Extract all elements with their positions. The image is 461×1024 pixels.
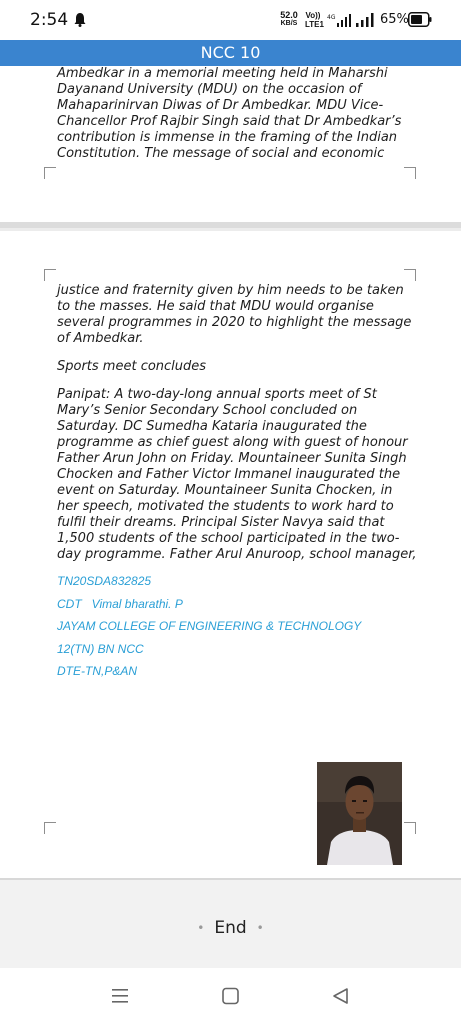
page-separator-shadow [0,228,461,231]
crop-mark [404,822,416,834]
page1-line: Dayanand University (MDU) on the occasion of [57,82,362,97]
page2-paragraph: justice and fraternity given by him needs to be taken to the masses. He said that MDU would organise several programmes in 2020 to highlight the message of Ambedkar. [57,283,412,346]
svg-text:4G: 4G [327,14,336,21]
crop-mark [44,167,56,179]
page2-paragraph: Panipat: A two-day-long annual sports meet of St Mary’s Senior Secondary School concluded on Saturday. DC Sumedha Kataria inaugurated the programme as chief guest along with guest of honour Father Arun John on Friday. Mountaineer Sunita Singh Chocken and Father Victor Immanel inaugurated the event on Saturday. Mountaineer Sunita Chocken, in her speech, motivated the students to work hard to fulfil their dreams. Principal Sister Navya said that 1,500 students of the school participated in the two-day programme. Father Arul Anuroop, school manager, [57,387,417,562]
bell-icon [74,12,86,27]
status-bar [0,0,461,40]
signature-name: CDT Vimal bharathi. P [57,597,183,611]
menu-lines-icon[interactable] [110,986,132,1006]
page1-line: Ambedkar in a memorial meeting held in Maharshi [57,66,388,81]
network-speed [278,11,300,28]
signature-reg-no: TN20SDA832825 [57,574,152,588]
crop-mark [44,822,56,834]
signature-unit: 12(TN) BN NCC [57,642,144,656]
page1-line: Constitution. The message of social and economic [57,146,385,161]
signature-directorate: DTE-TN,P&AN [57,664,138,678]
network-speed-value: 52.0 [280,10,298,20]
end-marker [0,918,461,938]
page1-line: Mahaparinirvan Diwas of Dr Ambedkar. MDU Vice- [57,98,384,113]
volte-bottom: LTE1 [305,20,324,29]
signal-icon [327,13,351,27]
crop-mark [404,167,416,179]
home-square-icon[interactable] [220,986,242,1006]
signature-college: JAYAM COLLEGE OF ENGINEERING & TECHNOLOGY [57,619,362,633]
app-title-bar [0,40,461,66]
volte-indicator [305,11,324,29]
system-nav-bar [0,968,461,1024]
volte-top: Vo)) [305,11,321,20]
network-speed-unit: KB/S [280,20,298,27]
battery-percent: 65% [380,12,409,27]
battery-icon [408,12,432,27]
crop-mark [44,269,56,281]
app-title: NCC 10 [200,43,261,62]
dot-icon: • [197,921,205,935]
end-label: End [214,918,247,938]
crop-mark [404,269,416,281]
back-triangle-icon[interactable] [330,986,352,1006]
dot-icon: • [256,921,264,935]
end-of-document [0,878,461,968]
document-viewer[interactable] [0,66,461,878]
signal-icon-2 [356,13,376,27]
page1-text [57,66,417,162]
page1-line: contribution is immense in the framing of the Indian [57,130,398,145]
cadet-photo [317,762,402,865]
status-time: 2:54 [30,10,69,30]
page2-heading: Sports meet concludes [57,359,207,374]
page1-line: Chancellor Prof Rajbir Singh said that Dr Ambedkar’s [57,114,402,129]
